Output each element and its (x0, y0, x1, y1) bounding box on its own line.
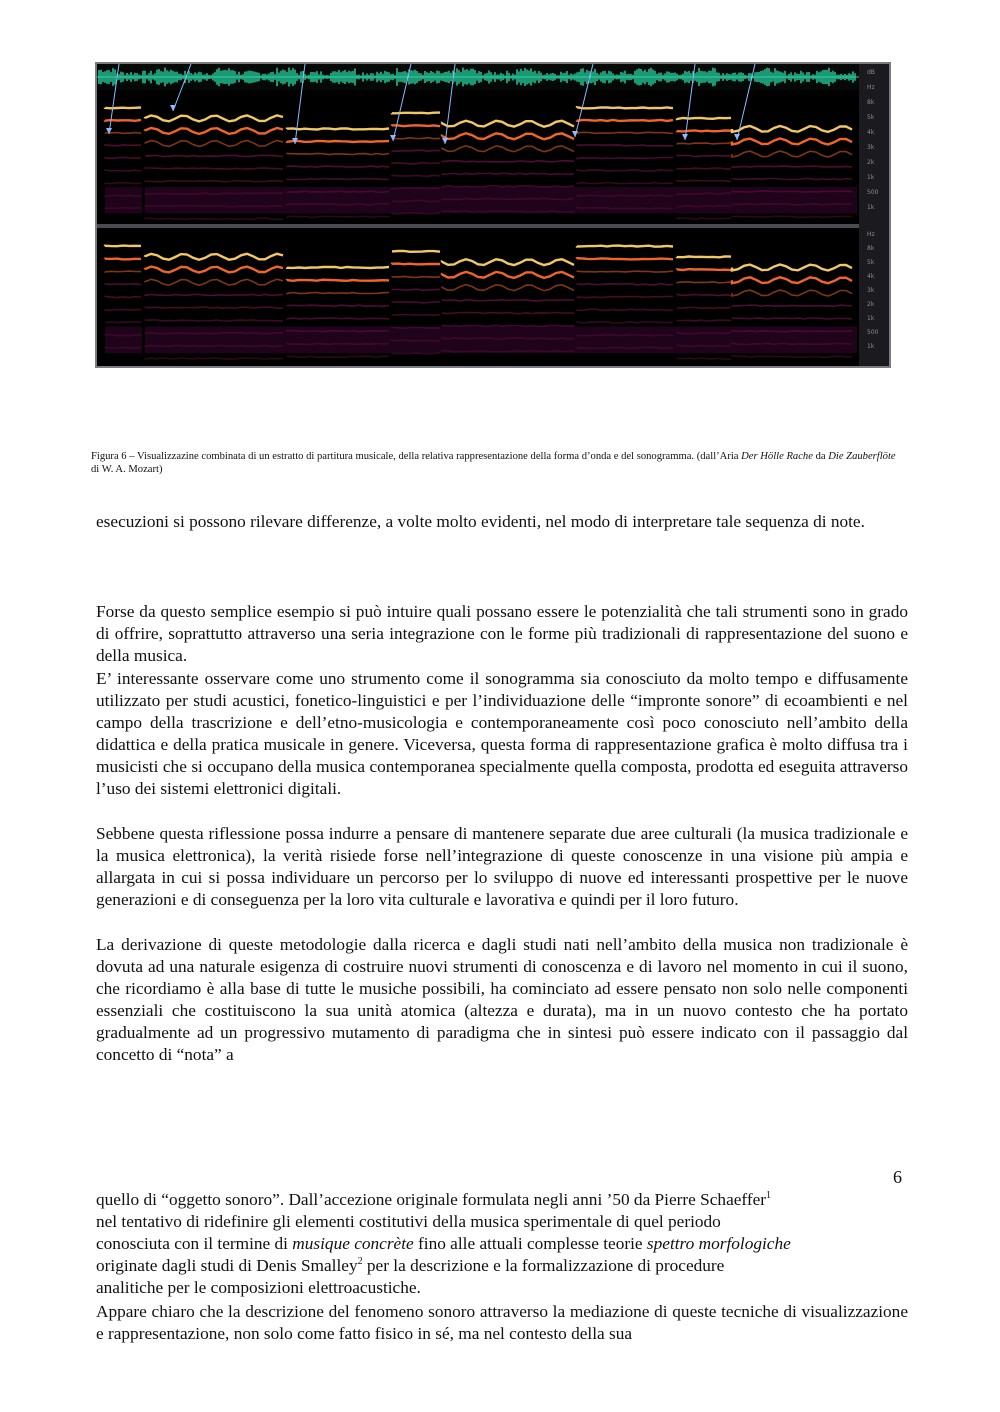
paragraph-descrizione: Appare chiaro che la descrizione del fenomeno sonoro attraverso la mediazione di queste tecniche di visualizzazione e rappresentazione, non solo come fatto fisico in sé, ma nel contesto della sua (96, 1302, 908, 1344)
harmonic-band (577, 271, 673, 272)
scale-label: Hz (867, 231, 875, 238)
caption-text: Figura 6 – Visualizzazine combinata di un estratto di partitura musicale, della relativa rappresentazione della forma d’onda e del sonogramma. (dall’Aria (91, 451, 742, 462)
caption-text-mid: da (812, 451, 829, 462)
harmonic-band (145, 320, 283, 321)
harmonic-band (287, 216, 389, 217)
spectrogram-image (97, 64, 889, 366)
caption-aria-title: Der Hölle Rache (741, 451, 813, 462)
harmonic-band (145, 307, 283, 308)
footnote-ref-1[interactable]: 1 (766, 1190, 772, 1201)
harmonic-band (577, 284, 673, 285)
paragraph-derivazione: La derivazione di queste metodologie dalla ricerca e dagli studi nati nell’ambito della musica non tradizionale è dovuta ad una naturale esigenza di costruire nuovi strumenti di conoscenza e di lavoro nel momento in cui il suono, che ricordiamo è alla base di tutte le musiche possibili, ha cominciato ad essere pensato non solo nelle componenti essenziali che costituiscono la sua unità atomica (altezza e durata), ma in un nuovo contesto che ha portato gradualmente ad un progressivo mutamento di paradigma che in sintesi può essere indicato con il passaggio dal concetto di “nota” a (96, 935, 908, 1065)
harmonic-band (732, 318, 852, 319)
annotation-arrowhead (572, 131, 578, 137)
harmonic-band (287, 179, 389, 180)
scale-label: 5k (867, 114, 875, 121)
scale-label: 1k (867, 315, 875, 322)
harmonic-band (677, 218, 731, 219)
harmonic-band (287, 267, 389, 268)
harmonic-band (105, 133, 141, 134)
harmonic-band (677, 257, 731, 258)
noise-floor (677, 187, 732, 213)
text-line: per la descrizione e la formalizzazione di procedure (362, 1256, 725, 1276)
harmonic-band (105, 271, 141, 272)
harmonic-band (442, 146, 574, 152)
harmonic-band (287, 356, 389, 357)
harmonic-band (677, 156, 731, 157)
harmonic-band (287, 128, 389, 129)
harmonic-band (392, 289, 440, 290)
harmonic-band (442, 300, 574, 301)
annotation-arrowhead (170, 105, 176, 111)
harmonic-band (145, 267, 283, 273)
noise-floor (442, 187, 577, 213)
harmonic-band (577, 183, 673, 184)
harmonic-band (105, 322, 141, 323)
harmonic-band (145, 155, 283, 156)
harmonic-band (105, 145, 141, 146)
paragraph-sonogramma: E’ interessante osservare come uno strumento come il sonogramma sia conosciuto da molto tempo e diffusamente utilizzato per studi acustici, fonetico-linguistici e per l’individuazione delle “impronte sonore” di ecoambienti e nel campo della trascrizione e dell’etno-musicologia e contemporaneamente così poco conosciuto nell’ambito della didattica e della pratica musicale in genere. Viceversa, questa forma di rappresentazione grafica è molto diffusa tra i musicisti che si occupano della musica contemporanea specialmente quella composta, prodotta ed eseguita attraverso l’uso dei sistemi elettronici digitali. (96, 669, 908, 799)
harmonic-band (577, 132, 673, 133)
harmonic-band (677, 143, 731, 144)
harmonic-band (145, 294, 283, 295)
harmonic-band (105, 183, 141, 184)
harmonic-band (145, 254, 283, 260)
caption-text-end: di W. A. Mozart) (91, 463, 163, 475)
harmonic-band (442, 259, 574, 265)
harmonic-band (392, 125, 440, 126)
harmonic-band (442, 325, 574, 326)
noise-floor (105, 326, 142, 353)
scale-label: 4k (867, 273, 875, 280)
harmonic-band (442, 173, 574, 174)
harmonic-band (287, 318, 389, 319)
harmonic-band (287, 293, 389, 294)
scale-label: 4k (867, 129, 875, 136)
harmonic-band (732, 179, 852, 180)
scale-label: 500 (867, 189, 879, 196)
noise-floor (677, 326, 732, 353)
noise-floor (287, 187, 392, 213)
text-line: fino alle attuali complesse teorie (413, 1234, 647, 1254)
harmonic-band (577, 296, 673, 297)
harmonic-band (732, 166, 852, 167)
harmonic-band (392, 276, 440, 277)
harmonic-band (577, 145, 673, 146)
harmonic-band (677, 282, 731, 283)
harmonic-band (577, 120, 673, 121)
harmonic-band (442, 313, 574, 314)
harmonic-band (732, 356, 852, 357)
harmonic-band (287, 305, 389, 306)
harmonic-band (732, 265, 852, 271)
noise-floor (145, 326, 287, 353)
scale-label: 1k (867, 204, 875, 211)
harmonic-band (442, 133, 574, 139)
harmonic-band (392, 150, 440, 151)
harmonic-band (677, 307, 731, 308)
harmonic-band (732, 216, 852, 217)
noise-floor (145, 187, 287, 213)
harmonic-band (677, 294, 731, 295)
harmonic-band (577, 246, 673, 247)
noise-floor (732, 326, 857, 353)
noise-floor (732, 187, 857, 213)
harmonic-band (105, 170, 141, 171)
italic-term: musique concrète (292, 1234, 414, 1254)
paragraph-potenzialita: Forse da questo semplice esempio si può intuire quali possano essere le potenzialità che tali strumenti sono in grado di offrire, soprattutto attraverso una seria integrazione con le forme più tradizionali di rappresentazione del suono e della musica. (96, 602, 908, 666)
harmonic-band (145, 168, 283, 169)
harmonic-band (287, 141, 389, 142)
harmonic-band (442, 285, 574, 291)
harmonic-band (145, 115, 283, 121)
harmonic-band (105, 309, 141, 310)
harmonic-band (105, 246, 141, 247)
harmonic-band (105, 157, 141, 158)
harmonic-band (732, 151, 852, 157)
scale-label: dB (867, 69, 875, 76)
noise-floor (577, 326, 677, 353)
harmonic-band (577, 107, 673, 108)
scale-label: 5k (867, 259, 875, 266)
annotation-arrowhead (682, 134, 688, 140)
harmonic-band (105, 108, 141, 109)
harmonic-band (145, 358, 283, 359)
harmonic-band (442, 186, 574, 187)
harmonic-band (287, 153, 389, 154)
scale-label: 2k (867, 301, 875, 308)
figure-caption (91, 451, 906, 477)
noise-floor (287, 326, 392, 353)
noise-floor (577, 187, 677, 213)
harmonic-band (392, 251, 440, 252)
harmonic-band (105, 284, 141, 285)
harmonic-band (145, 141, 283, 147)
harmonic-band (145, 218, 283, 219)
harmonic-band (392, 302, 440, 303)
harmonic-band (677, 320, 731, 321)
text-line: conosciuta con il termine di (96, 1234, 293, 1254)
noise-floor (392, 187, 442, 213)
harmonic-band (732, 139, 852, 145)
harmonic-band (677, 358, 731, 359)
harmonic-band (577, 158, 673, 159)
harmonic-band (392, 264, 440, 265)
harmonic-band (732, 305, 852, 306)
text-line: quello di “oggetto sonoro”. Dall’accezione originale formulata negli anni ’50 da Pierre Schaeffer (96, 1190, 767, 1209)
page-number: 6 (893, 1167, 902, 1187)
scale-label: 8k (867, 245, 875, 252)
noise-floor (105, 187, 142, 213)
harmonic-band (392, 138, 440, 139)
scale-label: 3k (867, 144, 875, 151)
harmonic-band (145, 279, 283, 285)
noise-floor (392, 326, 442, 353)
harmonic-band (442, 161, 574, 162)
annotation-arrowhead (442, 138, 448, 144)
harmonic-band (287, 280, 389, 281)
scale-label: 1k (867, 174, 875, 181)
harmonic-band (677, 168, 731, 169)
harmonic-band (392, 315, 440, 316)
text-line: nel tentativo di ridefinire gli elementi costitutivi della musica sperimentale di quel periodo (96, 1212, 721, 1232)
scale-label: 3k (867, 287, 875, 294)
harmonic-band (105, 259, 141, 260)
harmonic-band (442, 272, 574, 278)
harmonic-band (677, 130, 731, 131)
paragraph-continuation: esecuzioni si possono rilevare differenze, a volte molto evidenti, nel modo di interpretare tale sequenza di note. (96, 512, 865, 531)
text-line: originate dagli studi di Denis Smalley (96, 1256, 358, 1276)
spectrogram-figure (95, 62, 891, 368)
scale-label: 1k (867, 343, 875, 350)
harmonic-band (442, 121, 574, 127)
harmonic-band (577, 258, 673, 259)
harmonic-band (677, 181, 731, 182)
text-line: analitiche per le composizioni elettroacustiche. (96, 1278, 421, 1298)
harmonic-band (577, 170, 673, 171)
caption-opera-title: Die Zauberflöte (828, 451, 896, 462)
harmonic-band (732, 290, 852, 296)
paragraph-riflessione: Sebbene questa riflessione possa indurre a pensare di mantenere separate due aree culturali (la musica tradizionale e la musica elettronica), la verità risiede forse nell’integrazione di queste conoscenze in una visione più ampia e allargata in cui si possa individuare un percorso per lo sviluppo di nuove ed interessanti prospettive per le nuove generazioni e di conseguenza per la loro vita culturale e lavorativa e quindi per il loro futuro. (96, 824, 908, 910)
harmonic-band (392, 175, 440, 176)
footnote-ref-2[interactable]: 2 (357, 1256, 363, 1268)
harmonic-band (392, 163, 440, 164)
harmonic-band (677, 269, 731, 270)
harmonic-band (577, 322, 673, 323)
scale-label: 8k (867, 99, 875, 106)
channel-separator (97, 224, 859, 228)
harmonic-band (577, 309, 673, 310)
scale-label: 2k (867, 159, 875, 166)
scale-label: Hz (867, 84, 875, 91)
harmonic-band (732, 126, 852, 132)
harmonic-band (145, 181, 283, 182)
noise-floor (442, 326, 577, 353)
harmonic-band (287, 166, 389, 167)
italic-term: spettro morfologiche (646, 1234, 791, 1254)
harmonic-band (105, 297, 141, 298)
scale-label: 500 (867, 329, 879, 336)
paragraph-oggetto-sonoro (96, 1189, 908, 1299)
annotation-arrowhead (734, 134, 740, 140)
harmonic-band (145, 128, 283, 134)
harmonic-band (677, 118, 731, 119)
harmonic-band (732, 277, 852, 283)
